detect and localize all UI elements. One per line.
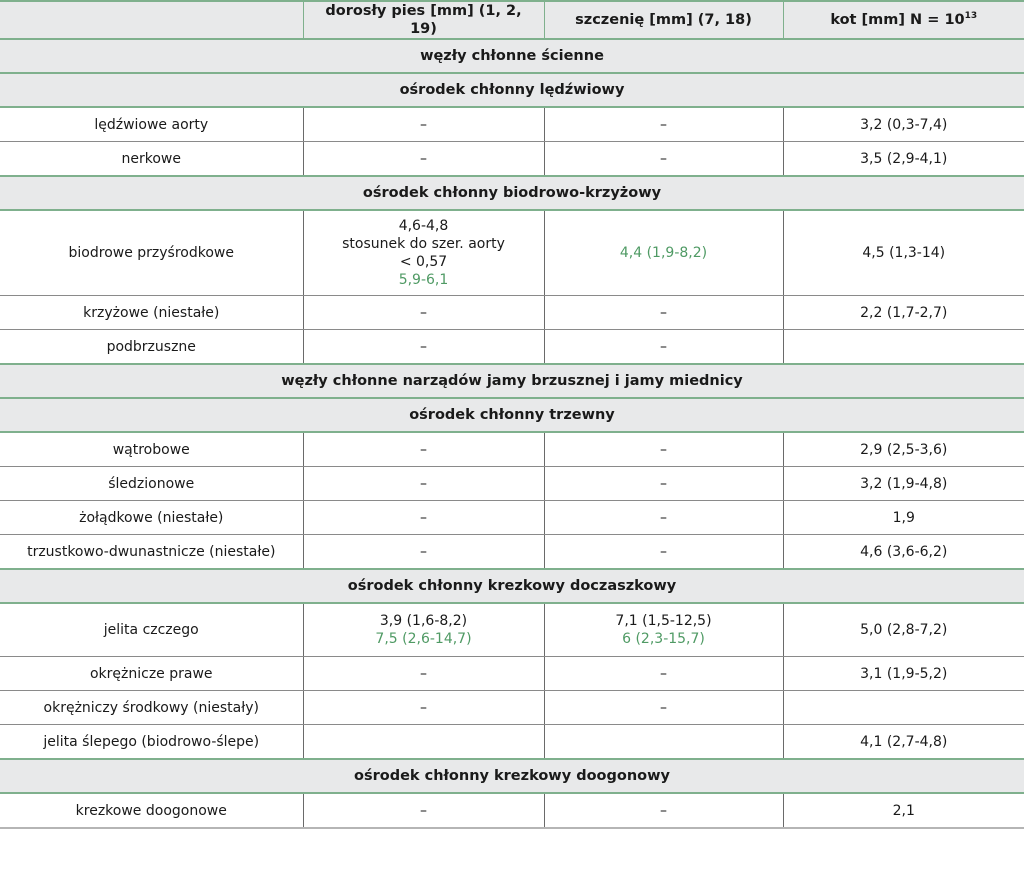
section-iliosacral: ośrodek chłonny biodrowo-krzyżowy [0,176,1024,210]
row-name: wątrobowe [0,432,303,467]
cell-puppy [544,603,783,657]
cell-dog-line2: stosunek do szer. aorty [342,236,505,252]
row-name: krzyżowe (niestałe) [0,296,303,330]
table-row [0,725,1024,760]
cell-dog: – [303,330,544,365]
cell-dog-line4-green: 5,9-6,1 [398,272,449,288]
table-row [0,296,1024,330]
row-name: trzustkowo-dwunastnicze (niestałe) [0,535,303,570]
cell-dog-line3: < 0,57 [399,254,448,270]
cell-cat: 4,6 (3,6-6,2) [783,535,1024,570]
cell-dog: – [303,107,544,142]
cell-puppy: – [544,467,783,501]
section-lumbar: ośrodek chłonny lędźwiowy [0,73,1024,107]
table-row [0,210,1024,296]
section-celiac: ośrodek chłonny trzewny [0,398,1024,432]
section-row [0,176,1024,210]
cell-puppy: – [544,501,783,535]
cell-dog-line1: 3,9 (1,6-8,2) [379,613,468,629]
row-name: jelita ślepego (biodrowo-ślepe) [0,725,303,760]
cell-cat: 4,1 (2,7-4,8) [783,725,1024,760]
section-row [0,73,1024,107]
table-row [0,142,1024,177]
table-row [0,330,1024,365]
cell-dog [303,210,544,296]
header-cat-label: kot [mm] N = 10 [830,12,965,28]
cell-dog: – [303,535,544,570]
section-caudal-mesenteric: ośrodek chłonny krezkowy doogonowy [0,759,1024,793]
cell-puppy-green: 4,4 (1,9-8,2) [544,210,783,296]
cell-puppy: – [544,107,783,142]
cell-dog-line2-green: 7,5 (2,6-14,7) [375,631,472,647]
section-parietal: węzły chłonne ścienne [0,39,1024,73]
cell-dog-line1: 4,6-4,8 [398,218,449,234]
table-row [0,467,1024,501]
header-empty [0,1,303,39]
section-row [0,364,1024,398]
cell-dog: – [303,657,544,691]
header-cat [783,1,1024,39]
cell-cat: 1,9 [783,501,1024,535]
cell-dog: – [303,432,544,467]
cell-puppy: – [544,142,783,177]
cell-cat: 2,2 (1,7-2,7) [783,296,1024,330]
table-row [0,657,1024,691]
section-row [0,569,1024,603]
header-cat-superscript: 13 [964,11,978,22]
cell-dog: – [303,691,544,725]
cell-cat: 3,5 (2,9-4,1) [783,142,1024,177]
row-name: śledzionowe [0,467,303,501]
cell-cat: 2,9 (2,5-3,6) [783,432,1024,467]
cell-puppy: – [544,330,783,365]
table-row [0,793,1024,828]
cell-puppy: – [544,296,783,330]
cell-dog: – [303,296,544,330]
cell-cat: 3,2 (0,3-7,4) [783,107,1024,142]
cell-puppy-line2-green: 6 (2,3-15,7) [622,631,705,647]
cell-cat [783,691,1024,725]
table-row [0,432,1024,467]
header-puppy: szczenię [mm] (7, 18) [544,1,783,39]
cell-puppy: – [544,691,783,725]
section-row [0,39,1024,73]
row-name: lędźwiowe aorty [0,107,303,142]
row-name: jelita czczego [0,603,303,657]
cell-dog: – [303,793,544,828]
cell-cat: 3,1 (1,9-5,2) [783,657,1024,691]
row-name: podbrzuszne [0,330,303,365]
table-header-row [0,1,1024,39]
section-visceral-organs: węzły chłonne narządów jamy brzusznej i jamy miednicy [0,364,1024,398]
cell-puppy: – [544,432,783,467]
section-row [0,759,1024,793]
cell-puppy [544,725,783,760]
cell-dog [303,603,544,657]
cell-dog: – [303,142,544,177]
cell-cat [783,330,1024,365]
section-row [0,398,1024,432]
row-name: okrężnicze prawe [0,657,303,691]
row-name: okrężniczy środkowy (niestały) [0,691,303,725]
row-name: biodrowe przyśrodkowe [0,210,303,296]
cell-cat: 5,0 (2,8-7,2) [783,603,1024,657]
table-row [0,691,1024,725]
cell-dog [303,725,544,760]
cell-cat: 4,5 (1,3-14) [783,210,1024,296]
cell-dog: – [303,501,544,535]
cell-cat: 3,2 (1,9-4,8) [783,467,1024,501]
row-name: nerkowe [0,142,303,177]
cell-dog: – [303,467,544,501]
cell-puppy: – [544,657,783,691]
section-cranial-mesenteric: ośrodek chłonny krezkowy doczaszkowy [0,569,1024,603]
table-row [0,501,1024,535]
table-row [0,107,1024,142]
row-name: żołądkowe (niestałe) [0,501,303,535]
row-name: krezkowe doogonowe [0,793,303,828]
cell-puppy: – [544,793,783,828]
header-adult-dog: dorosły pies [mm] (1, 2, 19) [303,1,544,39]
cell-puppy-line1: 7,1 (1,5-12,5) [615,613,712,629]
table-row [0,603,1024,657]
cell-cat: 2,1 [783,793,1024,828]
cell-puppy: – [544,535,783,570]
table-row [0,535,1024,570]
